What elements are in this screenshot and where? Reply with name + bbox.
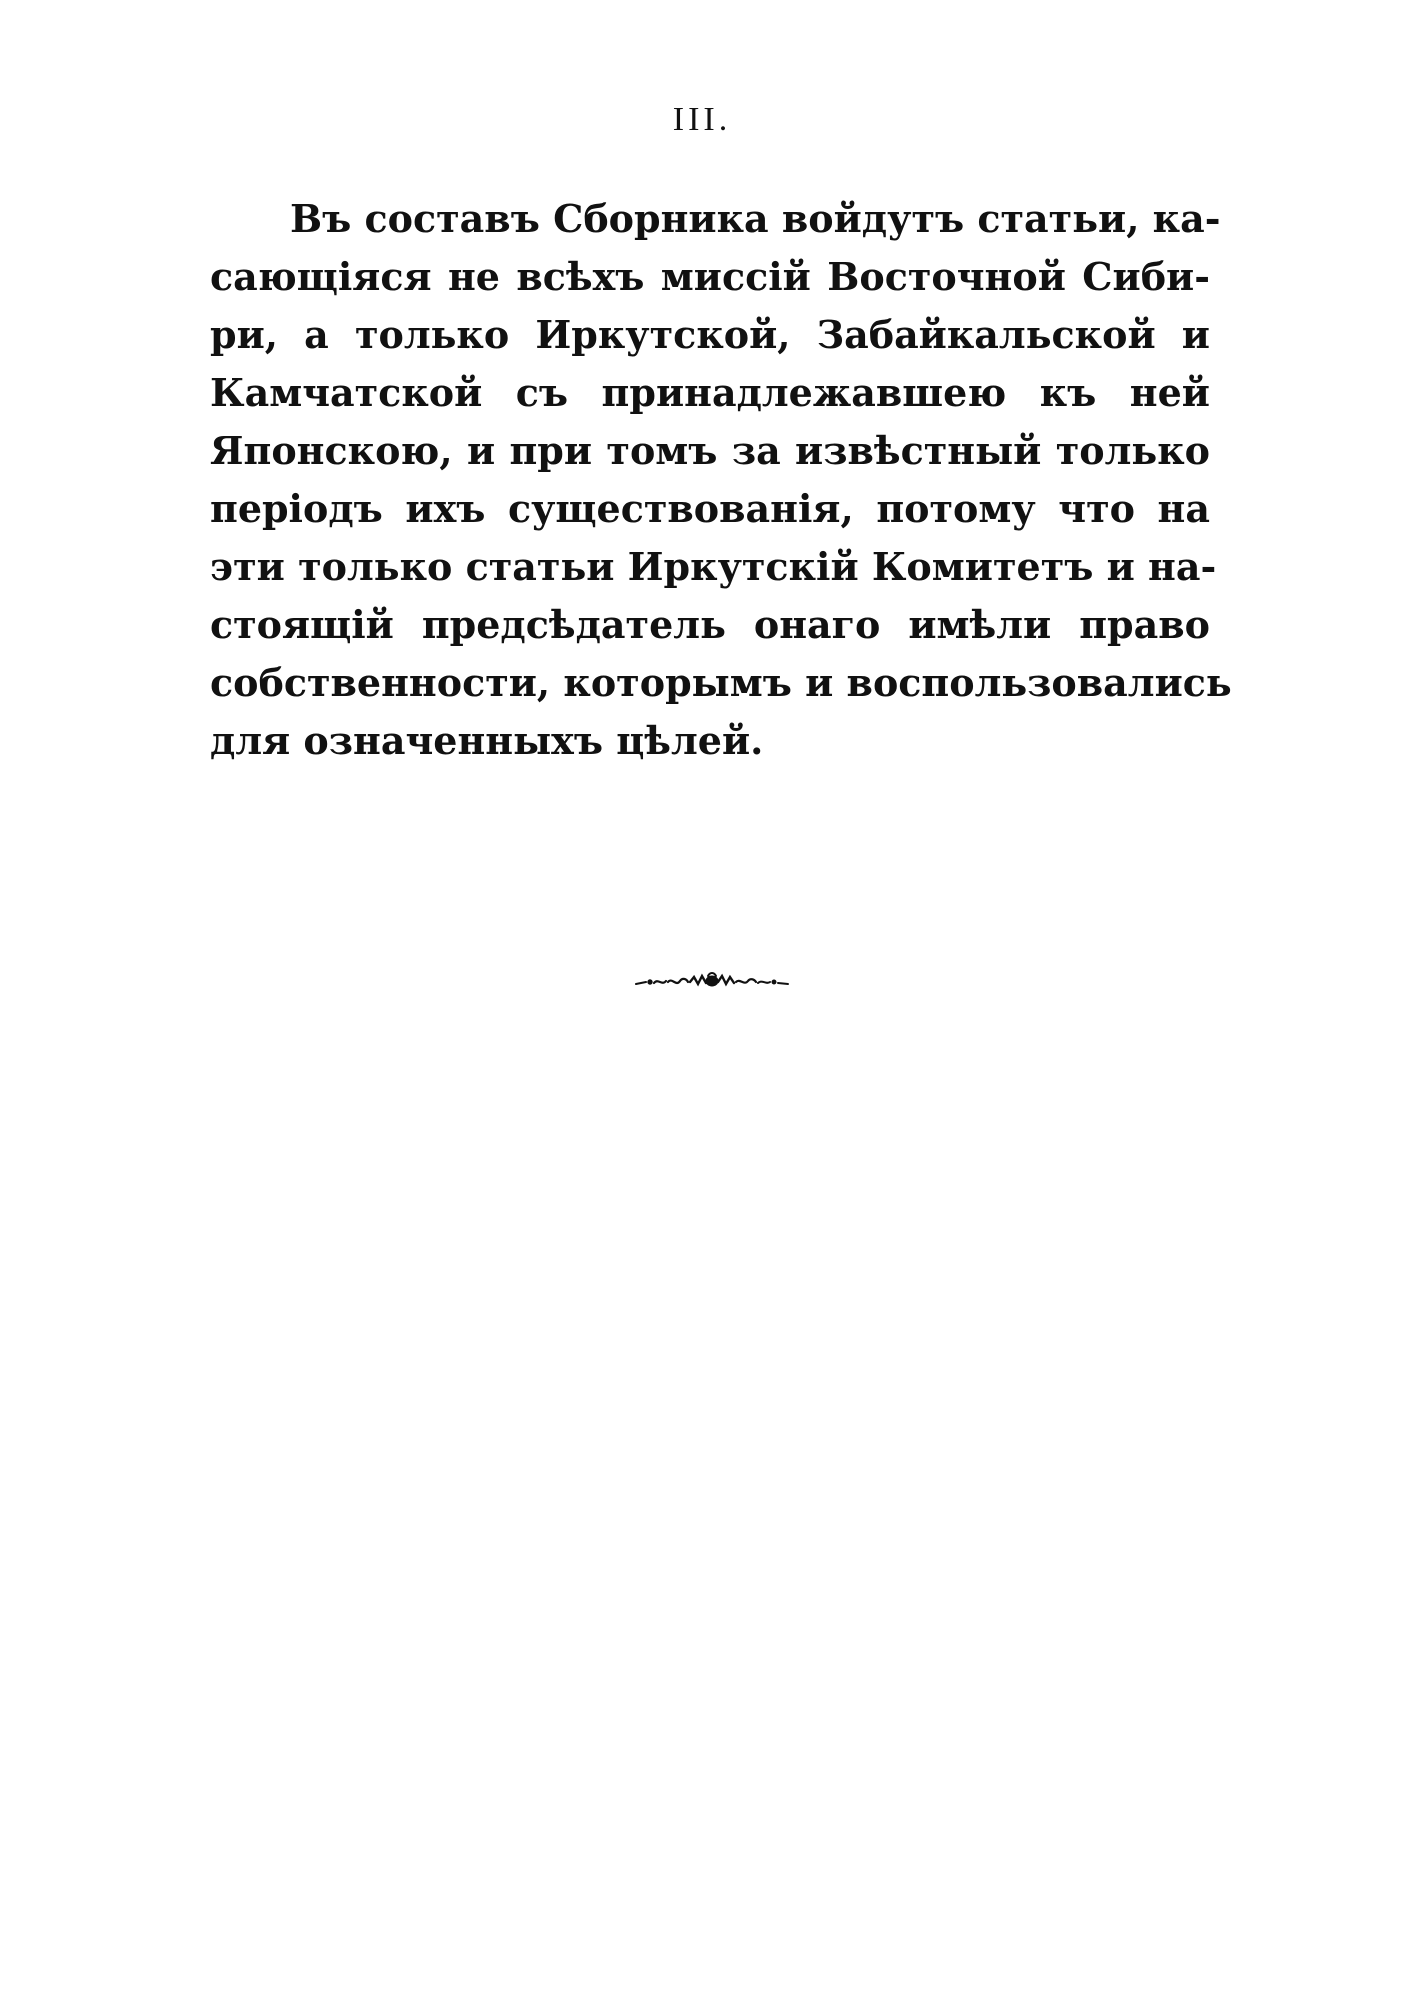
page-number: III. <box>672 101 732 138</box>
body-paragraph <box>210 190 1232 770</box>
paragraph-line-3: ри, а только Иркутской, Забайкальской и <box>210 312 1210 357</box>
paragraph-line-7: эти только статьи Иркутскій Комитетъ и на- <box>210 544 1217 589</box>
paragraph-line-10: для означенныхъ цѣлей. <box>210 718 764 763</box>
paragraph-line-9: собственности, которымъ и воспользовались <box>210 660 1232 705</box>
paragraph-line-6: періодъ ихъ существованія, потому что на <box>210 486 1210 531</box>
paragraph-line-1: Въ составъ Сборника войдутъ статьи, ка- <box>290 196 1221 241</box>
paragraph-line-8: стоящій предсѣдатель онаго имѣли право <box>210 602 1210 647</box>
paragraph-line-2: сающіяся не всѣхъ миссій Восточной Сиби- <box>210 254 1210 299</box>
ornament-flourish-icon <box>632 968 792 996</box>
paragraph-line-5: Японскою, и при томъ за извѣстный только <box>210 428 1210 473</box>
paragraph-line-4: Камчатской съ принадлежавшею къ ней <box>210 370 1210 415</box>
